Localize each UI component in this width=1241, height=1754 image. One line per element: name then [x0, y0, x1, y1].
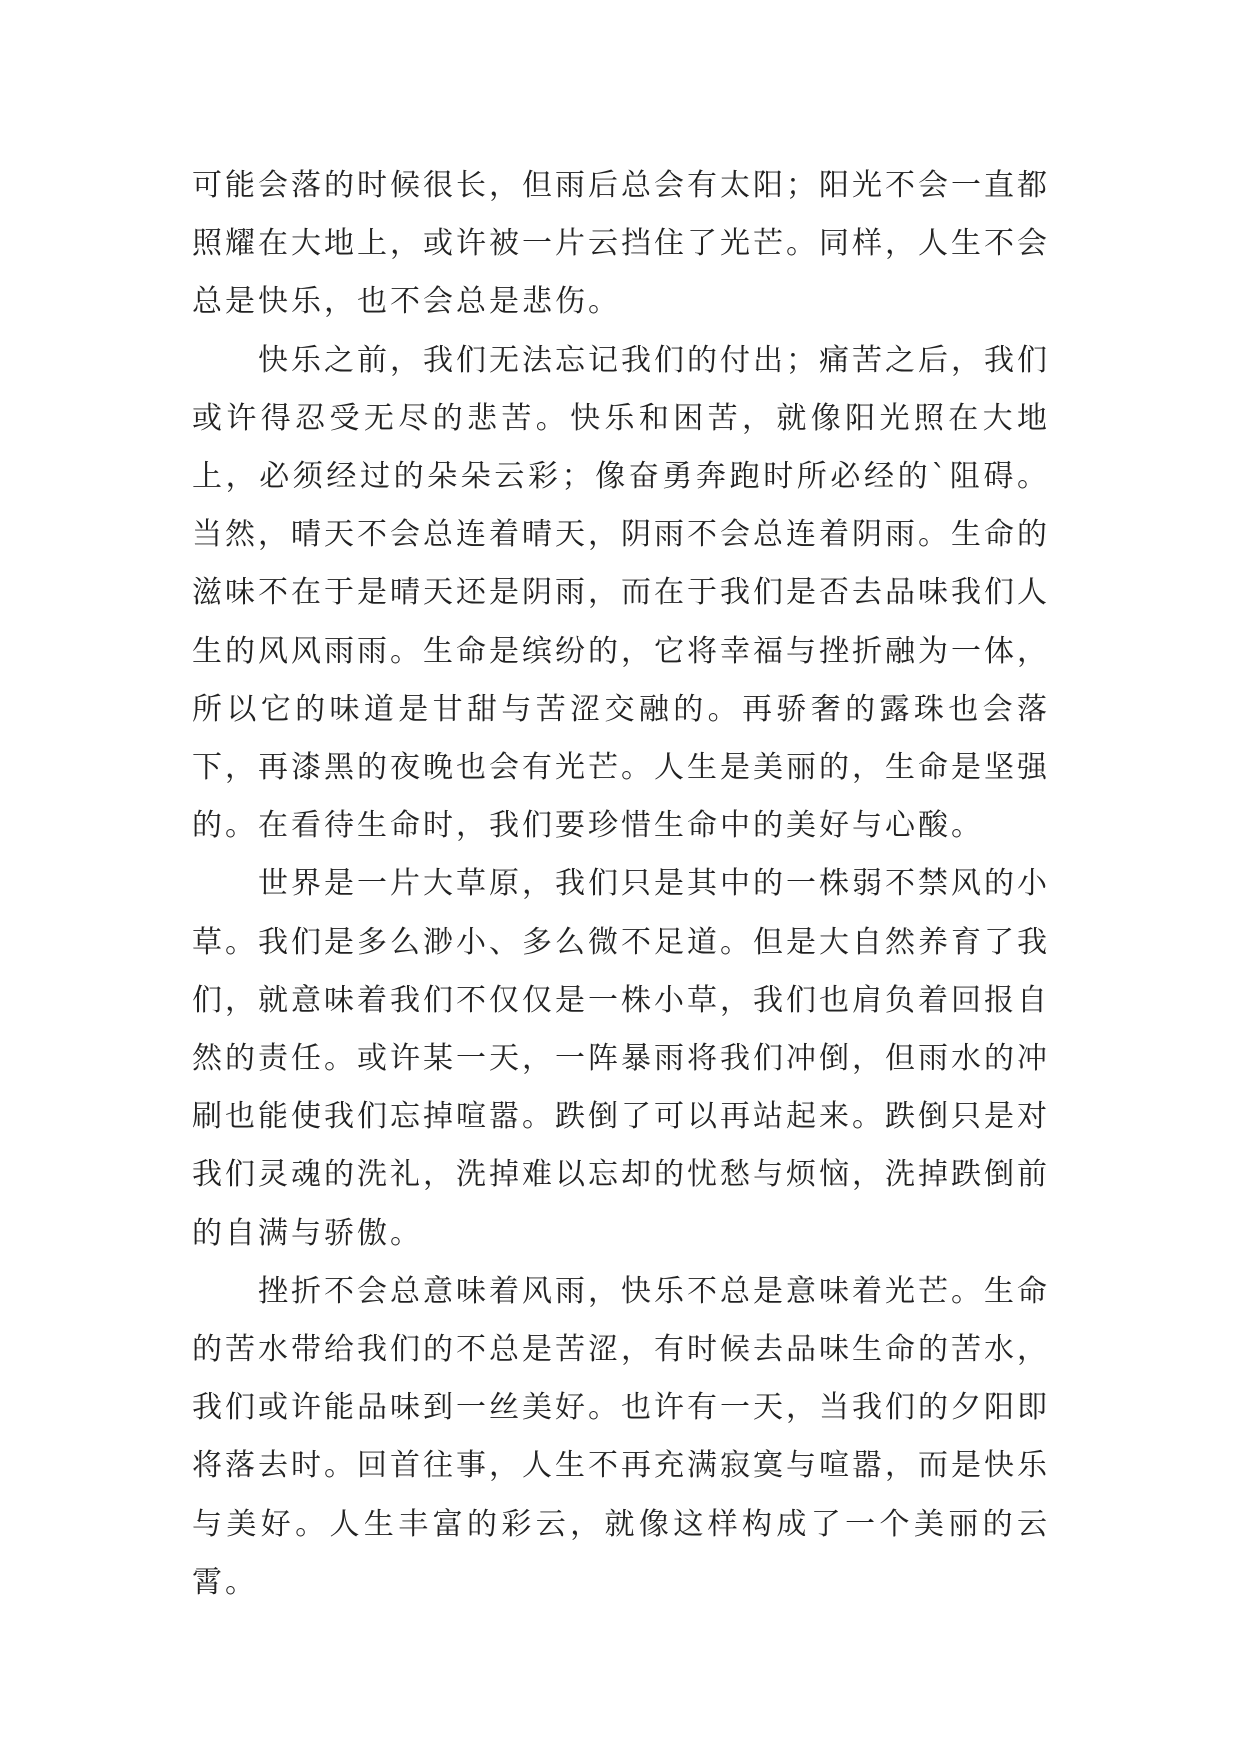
paragraph-4: 挫折不会总意味着风雨，快乐不总是意味着光芒。生命的苦水带给我们的不总是苦涩，有时候去品味生命的苦水，我们或许能品味到一丝美好。也许有一天，当我们的夕阳即将落去时。回首往事，人生不再充满寂寞与喧嚣，而是快乐与美好。人生丰富的彩云，就像这样构成了一个美丽的云霄。 — [192, 1273, 1050, 1600]
document-body — [192, 157, 1050, 1612]
paragraph-3: 世界是一片大草原，我们只是其中的一株弱不禁风的小草。我们是多么渺小、多么微不足道。但是大自然养育了我们，就意味着我们不仅仅是一株小草，我们也肩负着回报自然的责任。或许某一天，一阵暴雨将我们冲倒，但雨水的冲刷也能使我们忘掉喧嚣。跌倒了可以再站起来。跌倒只是对我们灵魂的洗礼，洗掉难以忘却的忧愁与烦恼，洗掉跌倒前的自满与骄傲。 — [192, 866, 1050, 1251]
paragraph-1: 可能会落的时候很长，但雨后总会有太阳；阳光不会一直都照耀在大地上，或许被一片云挡住了光芒。同样，人生不会总是快乐，也不会总是悲伤。 — [192, 168, 1050, 320]
paragraph-2: 快乐之前，我们无法忘记我们的付出；痛苦之后，我们或许得忍受无尽的悲苦。快乐和困苦，就像阳光照在大地上，必须经过的朵朵云彩；像奋勇奔跑时所必经的`阻碍。当然，晴天不会总连着晴天，阴雨不会总连着阴雨。生命的滋味不在于是晴天还是阴雨，而在于我们是否去品味我们人生的风风雨雨。生命是缤纷的，它将幸福与挫折融为一体，所以它的味道是甘甜与苦涩交融的。再骄奢的露珠也会落下，再漆黑的夜晚也会有光芒。人生是美丽的，生命是坚强的。在看待生命时，我们要珍惜生命中的美好与心酸。 — [192, 342, 1050, 844]
